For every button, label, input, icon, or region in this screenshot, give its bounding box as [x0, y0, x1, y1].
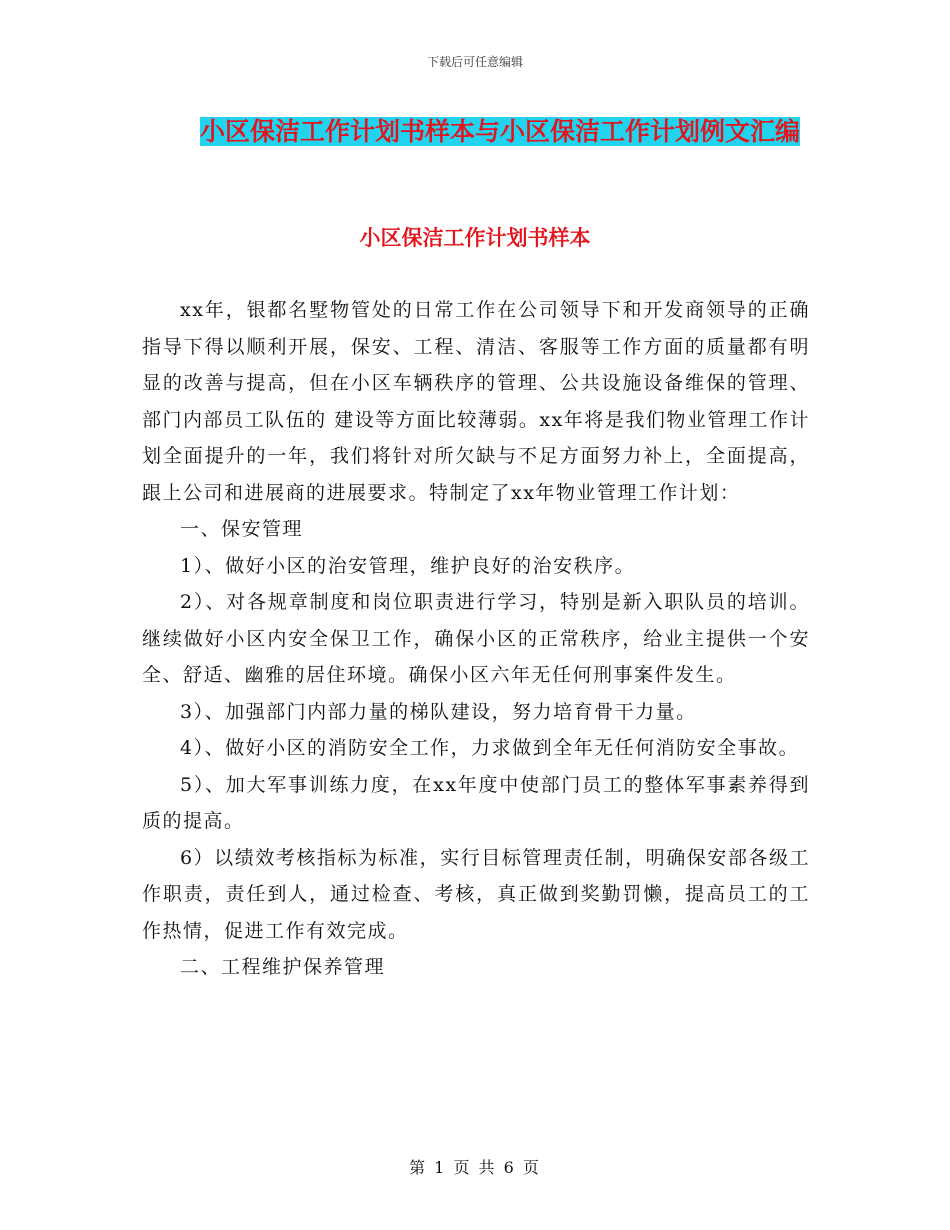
section-title: 小区保洁工作计划书样本 [359, 226, 591, 250]
document-body [142, 292, 810, 986]
page-header-note: 下载后可任意编辑 [426, 55, 523, 69]
paragraph: 3）、加强部门内部力量的梯队建设，努力培育骨干力量。 [180, 700, 697, 723]
paragraph: 6）以绩效考核指标为标准，实行目标管理责任制，明确保安部各级工作职责，责任到人，通过检查、考核，真正做到奖勤罚懒，提高员工的工作热情，促进工作有效完成。 [142, 846, 810, 942]
paragraph: xx年，银都名墅物管处的日常工作在公司领导下和开发商领导的正确指导下得以顺利开展，保安、工程、清洁、客服等工作方面的质量都有明显的改善与提高，但在小区车辆秩序的管理、公共设施设备维保的管理、部门内部员工队伍的 建设等方面比较薄弱。xx年将是我们物业管理工作计划全面提升的一年，我们将针对所欠缺与不足方面努力补上，全面提高，跟上公司和进展商的进展要求。特制定了xx年物业管理工作计划： [142, 299, 810, 504]
paragraph: 一、保安管理 [180, 518, 304, 540]
page-number: 第 1 页 共 6 页 [409, 1158, 541, 1177]
paragraph: 5）、加大军事训练力度，在xx年度中使部门员工的整体军事素养得到质的提高。 [142, 773, 810, 832]
document-title [190, 108, 810, 155]
paragraph: 二、工程维护保养管理 [180, 956, 386, 978]
paragraph: 4）、做好小区的消防安全工作，力求做到全年无任何消防安全事故。 [180, 737, 800, 759]
paragraph: 1）、做好小区的治安管理，维护良好的治安秩序。 [180, 554, 636, 577]
paragraph: 2）、对各规章制度和岗位职责进行学习，特别是新入职队员的培训。 继续做好小区内安全保卫工作，确保小区的正常秩序，给业主提供一个安全、舒适、幽雅的居住环境。确保小区六年无任何刑事案件发生。 [142, 591, 810, 686]
document-title-text: 小区保洁工作计划书样本与小区保洁工作计划例文汇编 [199, 117, 800, 146]
